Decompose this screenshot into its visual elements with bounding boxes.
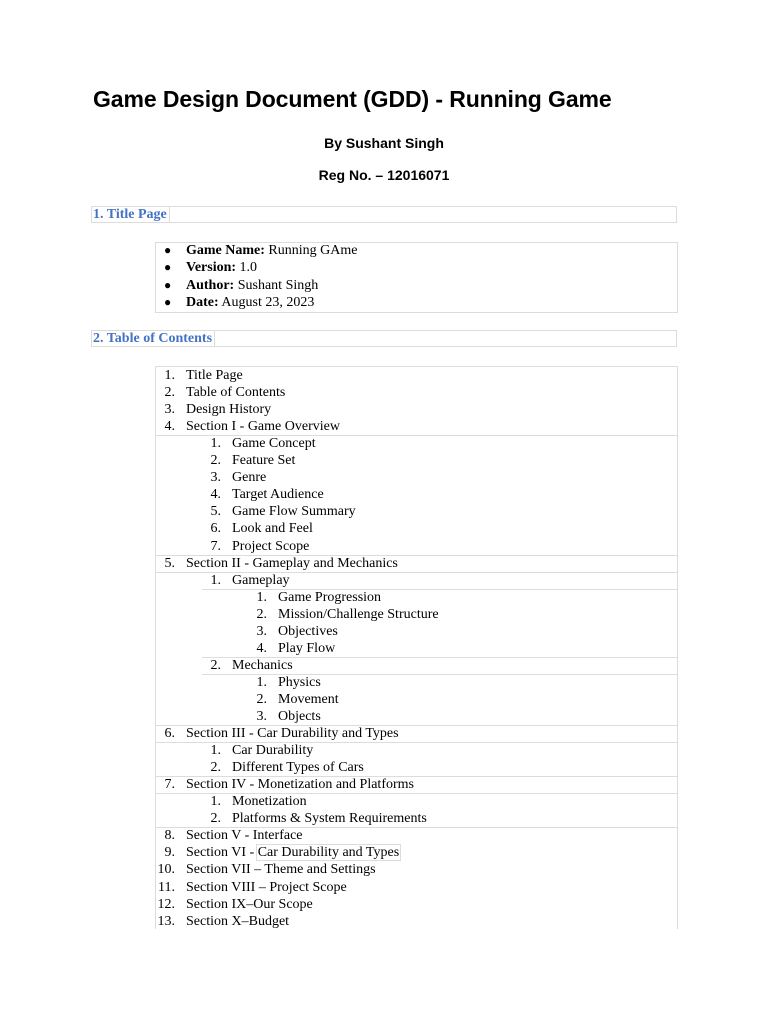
toc-item-label xyxy=(232,572,290,589)
toc-item xyxy=(0,861,768,878)
toc-item-number: 13. xyxy=(157,913,175,929)
item-value: 1.0 xyxy=(239,260,258,276)
toc-divider xyxy=(202,589,678,590)
toc-item xyxy=(0,827,768,844)
toc-item xyxy=(0,418,768,435)
toc-item-text: Section II - Gameplay and Mechanics xyxy=(186,555,398,571)
list-item xyxy=(155,242,357,259)
toc-item-label xyxy=(278,674,321,691)
toc-item xyxy=(0,844,768,861)
toc-divider xyxy=(156,776,678,777)
toc-heading xyxy=(91,330,677,347)
toc-item-text: Target Audience xyxy=(232,487,324,503)
toc-item-label xyxy=(186,418,340,435)
toc-item xyxy=(0,810,768,827)
toc-item-label xyxy=(278,640,335,657)
toc-item-text: Section IV - Monetization and Platforms xyxy=(186,777,414,793)
toc-item-label xyxy=(278,691,339,708)
toc-item-number: 2. xyxy=(210,760,221,776)
toc-item-text: Look and Feel xyxy=(232,521,313,537)
toc-divider xyxy=(156,435,678,436)
title-page-heading xyxy=(91,206,677,223)
item-value: Running GAme xyxy=(268,243,358,258)
toc-divider xyxy=(156,572,678,573)
toc-item-number: 3. xyxy=(164,402,175,418)
toc-item-text: Monetization xyxy=(232,794,307,810)
toc-item xyxy=(0,384,768,401)
toc-item-label xyxy=(232,486,324,503)
document-title: Game Design Document (GDD) - Running Game xyxy=(93,86,612,112)
toc-item-text: Play Flow xyxy=(278,640,336,656)
toc-item-text: Objects xyxy=(278,709,321,724)
toc-item-number: 1. xyxy=(210,743,221,759)
toc-item-number: 1. xyxy=(256,589,267,605)
toc-item-number: 3. xyxy=(256,709,267,724)
toc-item-number: 11. xyxy=(158,879,175,895)
toc-item-number: 4. xyxy=(164,419,175,435)
toc-item xyxy=(0,776,768,793)
toc-item-highlight: Car Durability and Types xyxy=(257,845,400,861)
toc-item-text: Project Scope xyxy=(232,538,310,554)
toc-item-label xyxy=(186,555,398,572)
toc-item-text: Section V - Interface xyxy=(186,828,303,844)
toc-item-number: 1. xyxy=(164,368,175,383)
toc-item xyxy=(0,486,768,503)
registration-number: Reg No. – 12016071 xyxy=(318,167,450,183)
toc-item-number: 2. xyxy=(210,453,221,469)
toc-item-label xyxy=(278,589,381,606)
toc-item-label xyxy=(186,861,376,878)
toc-item-number: 1. xyxy=(210,436,221,452)
list-item xyxy=(155,259,357,276)
toc-item xyxy=(0,759,768,776)
toc-item xyxy=(0,725,768,742)
toc-item xyxy=(0,879,768,896)
toc-item xyxy=(0,401,768,418)
toc-item-number: 2. xyxy=(210,657,221,673)
item-value: August 23, 2023 xyxy=(221,294,315,310)
toc-divider xyxy=(156,555,678,556)
toc-item-text: Mission/Challenge Structure xyxy=(278,606,439,622)
toc-item-label xyxy=(186,725,399,742)
toc-item xyxy=(0,538,768,555)
toc-item-text: Gameplay xyxy=(232,572,290,588)
item-label: Game Name: xyxy=(186,243,265,258)
toc-item-text: Mechanics xyxy=(232,657,293,673)
title-page-list xyxy=(155,242,357,311)
toc-item-text: Table of Contents xyxy=(186,385,286,401)
toc-item-number: 12. xyxy=(157,896,175,912)
toc-divider xyxy=(202,674,678,675)
toc-item xyxy=(0,606,768,623)
toc-item-number: 10. xyxy=(157,862,175,878)
toc-item-label xyxy=(232,469,266,486)
toc-item xyxy=(0,657,768,674)
toc-heading-text: 2. Table of Contents xyxy=(93,331,215,346)
toc-item-number: 6. xyxy=(210,521,221,537)
bullet-icon: ● xyxy=(164,260,172,275)
bullet-icon: ● xyxy=(164,294,172,309)
toc-item-label xyxy=(232,742,313,759)
toc-item xyxy=(0,674,768,691)
toc-item-text: Game Progression xyxy=(278,589,382,605)
toc-item-label xyxy=(232,520,313,537)
toc-item-text: Game Flow Summary xyxy=(232,504,356,520)
toc-item-label xyxy=(186,827,303,844)
toc-item xyxy=(0,623,768,640)
toc-item-label xyxy=(232,657,293,674)
toc-item xyxy=(0,452,768,469)
toc-divider xyxy=(156,725,678,726)
toc-divider xyxy=(156,827,678,828)
toc-item xyxy=(0,555,768,572)
toc-item-number: 5. xyxy=(164,555,175,571)
toc-item-number: 3. xyxy=(210,470,221,486)
toc-item-number: 1. xyxy=(210,572,221,588)
toc-item-text: Physics xyxy=(278,674,321,690)
toc-item-text: Section VII – Theme and Settings xyxy=(186,862,376,878)
toc-item-number: 2. xyxy=(210,811,221,827)
toc-item-label xyxy=(186,896,313,913)
toc-item-label xyxy=(232,793,307,810)
toc-item-text: Objectives xyxy=(278,623,338,639)
toc-item xyxy=(0,589,768,606)
toc-item-text: Title Page xyxy=(186,368,243,383)
toc-item xyxy=(0,367,768,384)
toc-item-number: 8. xyxy=(164,828,175,844)
toc-item xyxy=(0,469,768,486)
toc-item xyxy=(0,691,768,708)
toc-divider xyxy=(202,657,678,658)
toc-item-label xyxy=(186,776,414,793)
item-label: Author: xyxy=(186,277,235,293)
toc-item xyxy=(0,572,768,589)
toc-item-label xyxy=(186,844,401,861)
author-byline: By Sushant Singh xyxy=(324,135,444,151)
toc-item-text: Section VIII – Project Scope xyxy=(186,879,347,895)
toc-item xyxy=(0,913,768,930)
toc-item-number: 1. xyxy=(256,674,267,690)
toc-item-text: Game Concept xyxy=(232,436,316,452)
toc-item-text: Section I - Game Overview xyxy=(186,419,340,435)
toc-item xyxy=(0,435,768,452)
toc-item-text: Section X–Budget xyxy=(186,913,290,929)
toc-item xyxy=(0,708,768,725)
toc-item-text: Movement xyxy=(278,691,339,707)
toc-item-label xyxy=(232,759,364,776)
list-item xyxy=(155,294,357,311)
toc-item-label xyxy=(232,538,309,555)
toc-item-number: 7. xyxy=(164,777,175,793)
toc-item-number: 4. xyxy=(210,487,221,503)
toc-item-label xyxy=(186,384,285,401)
toc-item-label xyxy=(278,708,321,725)
toc-item xyxy=(0,503,768,520)
toc-item-text: Design History xyxy=(186,402,272,418)
toc-item-number: 2. xyxy=(164,385,175,401)
toc-item xyxy=(0,793,768,810)
toc-item-label xyxy=(186,913,289,930)
toc-item xyxy=(0,640,768,657)
toc-item-number: 3. xyxy=(256,623,267,639)
toc-item-number: 9. xyxy=(164,845,175,861)
toc-item-label xyxy=(232,435,316,452)
toc-item-text: Car Durability xyxy=(232,743,314,759)
toc-item-number: 2. xyxy=(256,606,267,622)
toc-item-text: Genre xyxy=(232,470,267,486)
toc-item-number: 1. xyxy=(210,794,221,810)
toc-item-label xyxy=(278,606,439,623)
toc-item-text: Feature Set xyxy=(232,453,296,469)
toc-divider xyxy=(156,742,678,743)
toc-item xyxy=(0,896,768,913)
item-label: Date: xyxy=(186,294,219,310)
bullet-icon: ● xyxy=(164,277,172,292)
toc-item-label xyxy=(278,623,338,640)
bullet-icon: ● xyxy=(164,243,172,257)
toc-item-text: Different Types of Cars xyxy=(232,760,364,776)
toc-item-label xyxy=(232,503,356,520)
toc-item-number: 4. xyxy=(256,640,267,656)
toc-item xyxy=(0,742,768,759)
list-item xyxy=(155,277,357,294)
item-value: Sushant Singh xyxy=(237,277,319,293)
title-page-heading-text: 1. Title Page xyxy=(93,207,170,222)
toc-item-text: Platforms & System Requirements xyxy=(232,811,427,827)
toc-item-text: Section VI - xyxy=(186,845,258,861)
toc-item-text: Section IX–Our Scope xyxy=(186,896,313,912)
toc-item-number: 6. xyxy=(164,726,175,742)
toc-item-text: Section III - Car Durability and Types xyxy=(186,726,399,742)
toc-item-number: 7. xyxy=(210,538,221,554)
toc-item-label xyxy=(186,367,243,384)
toc-divider xyxy=(156,793,678,794)
toc-item-label xyxy=(232,452,295,469)
toc-item-label xyxy=(232,810,427,827)
toc-item-number: 5. xyxy=(210,504,221,520)
item-label: Version: xyxy=(186,260,237,276)
toc-item-label xyxy=(186,401,271,418)
toc-item xyxy=(0,520,768,537)
toc-item-number: 2. xyxy=(256,691,267,707)
toc-item-label xyxy=(186,879,347,896)
